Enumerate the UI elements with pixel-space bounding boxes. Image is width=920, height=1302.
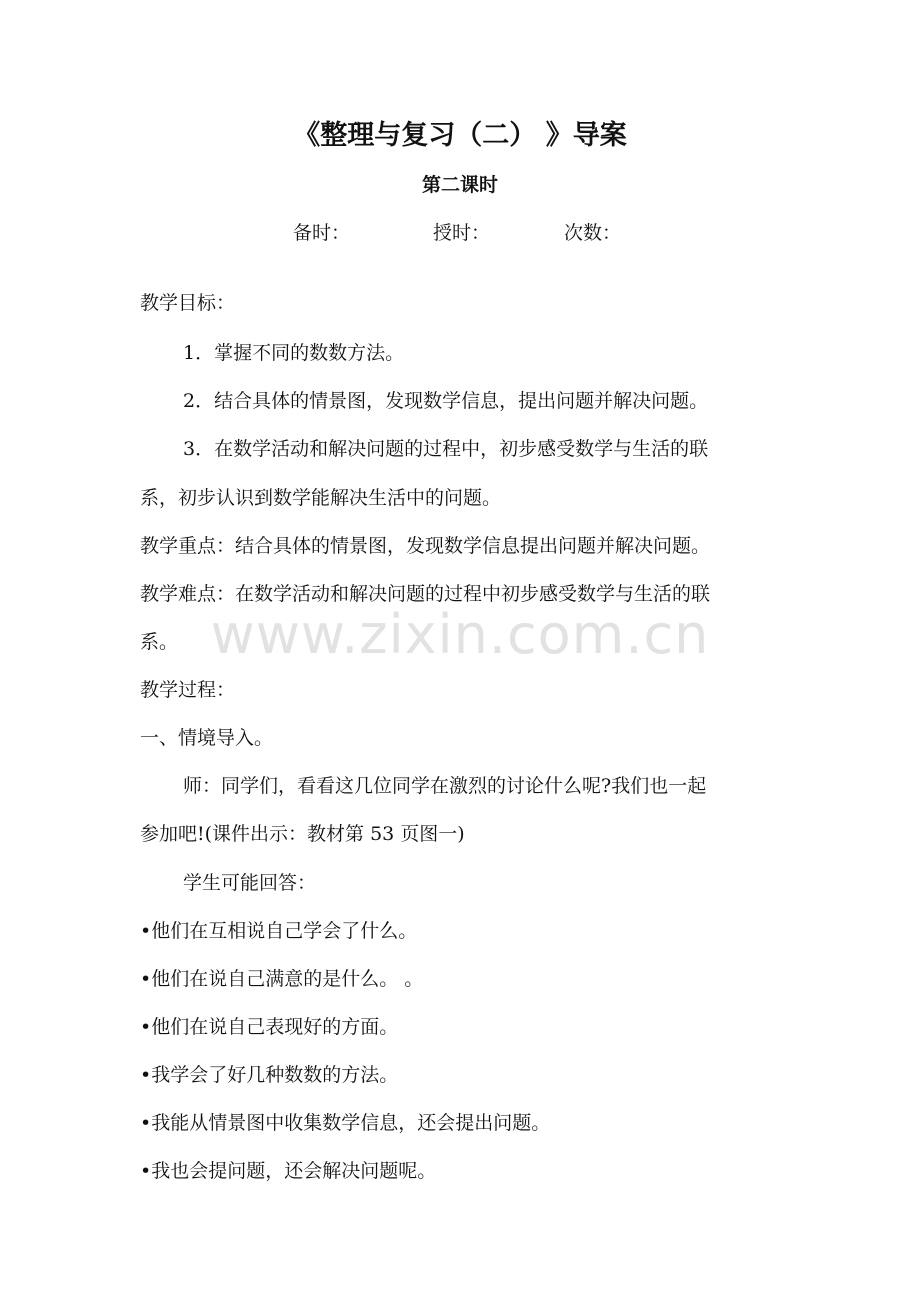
teacher-prompt: 师：同学们，看看这几位同学在激烈的讨论什么呢?我们也一起 <box>183 775 707 797</box>
lesson-count-label: 次数： <box>564 222 622 244</box>
difficulty-paragraph-continued: 系。 <box>140 631 179 653</box>
bullet-item: •他们在说自己满意的是什么。 。 <box>140 968 424 990</box>
section-heading-process: 教学过程： <box>140 679 236 701</box>
difficulty-paragraph: 教学难点：在数学活动和解决问题的过程中初步感受数学与生活的联 <box>140 583 711 605</box>
objective-item: 3．在数学活动和解决问题的过程中，初步感受数学与生活的联 <box>183 438 709 460</box>
bullet-item: •我学会了好几种数数的方法。 <box>140 1064 399 1086</box>
teach-time-label: 授时： <box>433 222 491 244</box>
document-subtitle: 第二课时 <box>421 174 498 196</box>
prep-time-label: 备时： <box>293 222 351 244</box>
teacher-prompt-continued: 参加吧!(课件出示：教材第 53 页图一) <box>140 823 465 845</box>
bullet-item: •他们在说自己表现好的方面。 <box>140 1016 399 1038</box>
lesson-meta-row <box>0 216 920 250</box>
bullet-item: •我能从情景图中收集数学信息，还会提出问题。 <box>140 1112 551 1134</box>
key-point-paragraph: 教学重点：结合具体的情景图，发现数学信息提出问题并解决问题。 <box>140 535 711 557</box>
section-heading-objectives: 教学目标： <box>140 292 236 314</box>
objective-item-continued: 系，初步认识到数学能解决生活中的问题。 <box>140 487 502 509</box>
bullet-item: •我也会提问题，还会解决问题呢。 <box>140 1160 437 1182</box>
student-answers-heading: 学生可能回答： <box>183 872 317 894</box>
objective-item: 1．掌握不同的数数方法。 <box>183 342 405 364</box>
objective-item: 2．结合具体的情景图，发现数学信息，提出问题并解决问题。 <box>183 390 709 412</box>
bullet-item: •他们在互相说自己学会了什么。 <box>140 920 418 942</box>
step-heading: 一、情境导入。 <box>140 727 274 749</box>
site-watermark: www.zixin.com.cn <box>210 603 710 666</box>
document-title: 《整理与复习（二） 》导案 <box>293 120 627 151</box>
